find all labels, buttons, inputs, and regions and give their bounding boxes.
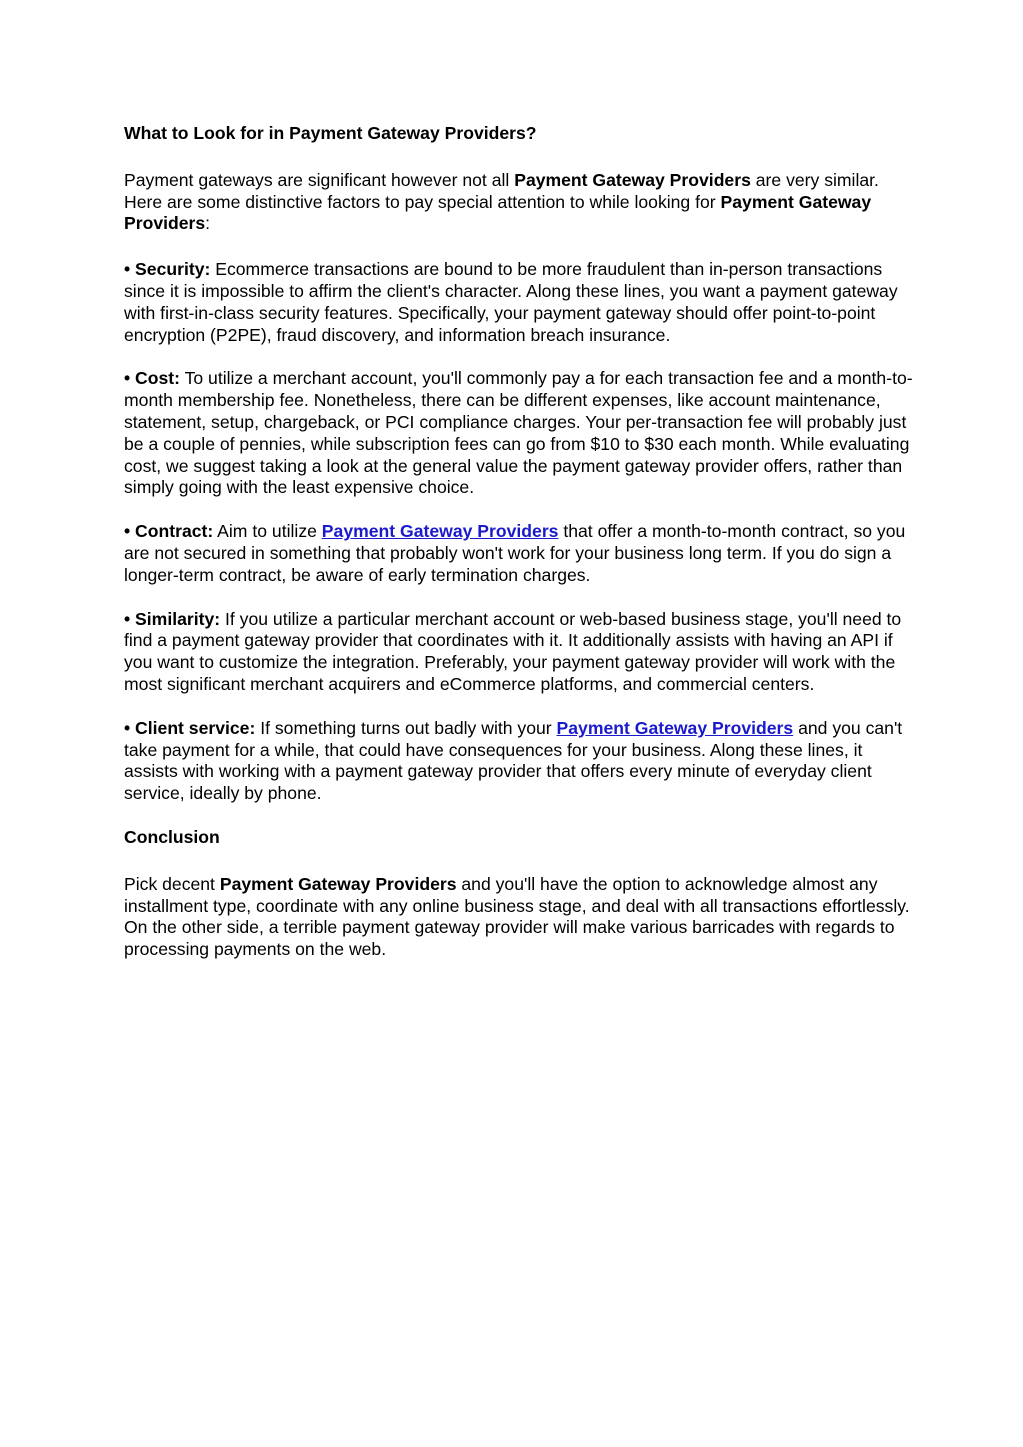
payment-gateway-providers-link[interactable]: Payment Gateway Providers [556, 717, 794, 738]
cost-text: To utilize a merchant account, you'll commonly pay a for each transaction fee and a month-to-month membership fee. Nonetheless, there can be different expenses, like account maintenance, statement, setup, chargeback, or PCI compliance charges. Your per-transaction fee will probably just be a couple of pennies, while subscription fees can go from $10 to $30 each month. While evaluating cost, we suggest taking a look at the general value the payment gateway provider offers, rather than simply going with the least expensive choice. [124, 368, 913, 498]
contract-label: • Contract: [124, 521, 214, 542]
conclusion-heading: Conclusion [124, 826, 220, 847]
cost-label: • Cost: [124, 368, 181, 389]
conclusion-paragraph [124, 874, 914, 961]
security-paragraph [124, 259, 914, 346]
client-service-text-1: If something turns out badly with your [255, 717, 557, 738]
document-page [124, 123, 914, 983]
client-service-text-2: and you can't take payment for a while, that could have consequences for your business. Along these lines, it assists with working with a payment gateway provider that offers every minute of everyday client service, ideally by phone. [124, 717, 903, 804]
conclusion-text-2: and you'll have the option to acknowledge almost any installment type, coordinate with any online business stage, and deal with all transactions effortlessly. On the other side, a terrible payment gateway provider will make various barricades with regards to processing payments on the web. [124, 873, 910, 960]
payment-gateway-providers-link[interactable]: Payment Gateway Providers [321, 521, 559, 542]
intro-paragraph [124, 170, 914, 235]
similarity-label: • Similarity: [124, 608, 221, 629]
similarity-paragraph [124, 609, 914, 696]
contract-paragraph [124, 521, 914, 586]
document-title: What to Look for in Payment Gateway Providers? [124, 123, 537, 143]
similarity-text: If you utilize a particular merchant account or web-based business stage, you'll need to find a payment gateway provider that coordinates with it. It additionally assists with having an API if you want to customize the integration. Preferably, your payment gateway provider will work with the most significant merchant acquirers and eCommerce platforms, and commercial centers. [124, 608, 902, 694]
intro-bold-1: Payment Gateway Providers [514, 169, 751, 190]
security-text: Ecommerce transactions are bound to be more fraudulent than in-person transactions since it is impossible to affirm the client's character. Along these lines, you want a payment gateway with first-in-class security features. Specifically, your payment gateway should offer point-to-point encryption (P2PE), fraud discovery, and information breach insurance. [124, 259, 898, 345]
intro-bold-2: Payment Gateway Providers [124, 191, 872, 234]
client-service-label: • Client service: [124, 717, 256, 738]
contract-text-2: that offer a month-to-month contract, so you are not secured in something that probably won't work for your business long term. If you do sign a longer-term contract, be aware of early termination charges. [124, 521, 906, 585]
conclusion-bold-1: Payment Gateway Providers [219, 873, 457, 894]
intro-text-2: are very similar. Here are some distinctive factors to pay special attention to while looking for [124, 169, 879, 212]
conclusion-text-1: Pick decent [124, 873, 220, 894]
client-service-paragraph [124, 718, 914, 805]
cost-paragraph [124, 368, 914, 499]
security-label: • Security: [124, 259, 211, 280]
intro-text-1: Payment gateways are significant however not all [124, 169, 515, 190]
contract-text-1: Aim to utilize [213, 521, 322, 542]
intro-text-3: : [205, 213, 211, 234]
